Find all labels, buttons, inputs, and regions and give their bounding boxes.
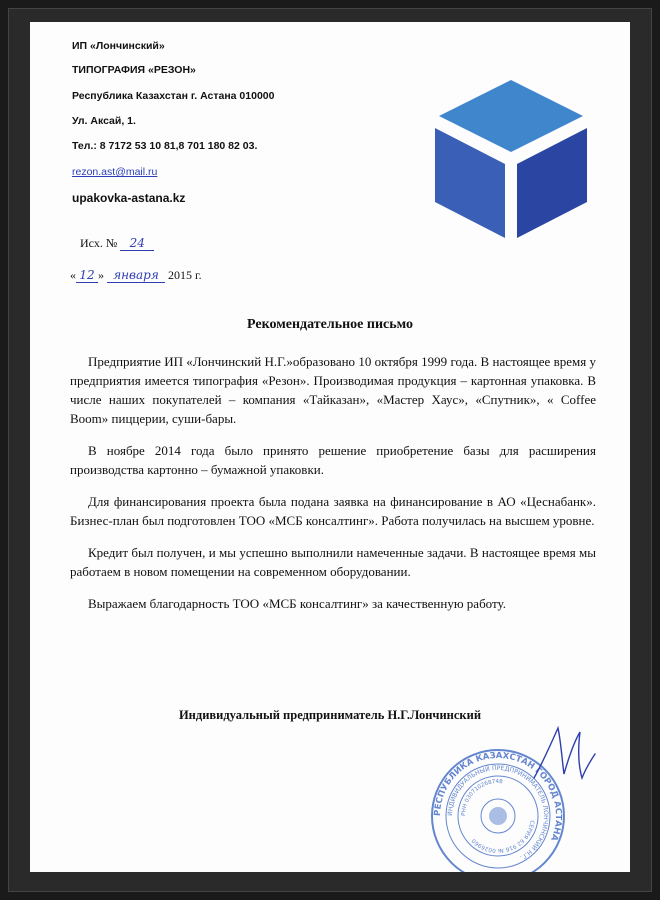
website-link[interactable]: upakovka-astana.kz	[72, 191, 186, 205]
body-paragraph: Для финансирования проекта была подана заявка на финансирование в АО «Цеснабанк». Бизнес-план был подготовлен ТОО «МСБ консалтинг». Работа получилась на высшем уровне.	[70, 494, 596, 528]
handwritten-signature	[528, 720, 598, 790]
stamp-serial: СЕРИЯ 62 916 № 0026960	[471, 819, 535, 854]
date-close-quote: »	[98, 268, 104, 282]
letter-date	[70, 268, 202, 283]
cube-right-face	[517, 128, 587, 238]
printing-house-name: ТИПОГРАФИЯ «РЕЗОН»	[72, 64, 196, 76]
signatory-line: Индивидуальный предприниматель Н.Г.Лончинский	[178, 708, 482, 722]
body-paragraph: Выражаем благодарность ТОО «МСБ консалтинг» за качественную работу.	[88, 596, 506, 611]
date-open-quote: «	[70, 268, 76, 282]
date-year: 2015 г.	[168, 268, 202, 282]
letter-body	[70, 352, 596, 626]
reference-number: 24	[120, 236, 154, 251]
date-day: 12	[76, 268, 98, 283]
svg-text:СЕРИЯ 62 916 № 0026960	[471, 820, 535, 853]
email-link[interactable]: rezon.ast@mail.ru	[72, 166, 158, 178]
body-paragraph: В ноябре 2014 года было принято решение приобретение базы для расширения производства картонно – бумажной упаковки.	[70, 443, 596, 477]
body-paragraph: Кредит был получен, и мы успешно выполнили намеченные задачи. В настоящее время мы работаем в новом помещении на современном оборудовании.	[70, 545, 596, 579]
company-name: ИП «Лончинский»	[72, 40, 165, 52]
letter-page	[30, 22, 630, 872]
address-line-2: Ул. Аксай, 1.	[72, 115, 136, 127]
phone-line: Тел.: 8 7172 53 10 81,8 701 180 82 03.	[72, 140, 258, 152]
stamp-inner-text: ИНДИВИДУАЛЬНЫЙ ПРЕДПРИНИМАТЕЛЬ ЛОНЧИНСКИЙ Н.Г.	[446, 764, 550, 861]
cube-left-face	[435, 128, 505, 238]
body-paragraph: Предприятие ИП «Лончинский Н.Г.»образовано 10 октября 1999 года. В настоящее время у предприятия имеется типография «Резон». Производимая продукция – картонная упаковка. В числе наших покупателей – компания «Тайказан», «Мастер Хаус», «Спутник», « Coffee Boom» пиццерии, суши-бары.	[70, 354, 596, 426]
cube-logo-icon	[435, 80, 587, 238]
address-line-1: Республика Казахстан г. Астана 010000	[72, 90, 275, 102]
outgoing-reference	[80, 236, 154, 251]
letter-title: Рекомендательное письмо	[247, 317, 413, 332]
reference-label: Исх. №	[80, 236, 118, 250]
stamp-outer-text: РЕСПУБЛИКА КАЗАХСТАН ГОРОД АСТАНА	[432, 750, 564, 843]
stamp-rnn: РНН 030710268748	[460, 778, 503, 817]
date-month: января	[107, 268, 165, 283]
